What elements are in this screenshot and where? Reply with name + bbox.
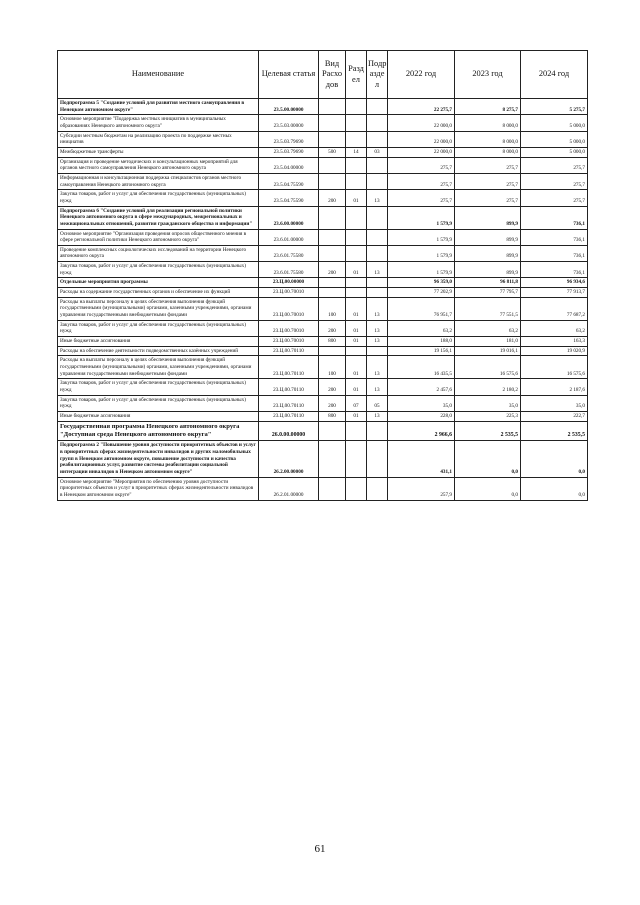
table-row [58,262,588,278]
row-subsection [367,441,388,477]
row-name: Основное мероприятие "Поддержка местных инициатив в муниципальных образованиях Ненецкого автономного округа" [58,115,259,131]
row-name: Расходы на содержание государственных органов и обеспечение их функций [58,288,259,298]
row-subsection [367,173,388,189]
row-subsection [367,206,388,229]
row-value-2023: 77 795,7 [455,288,521,298]
row-value-2022: 63,2 [388,320,455,336]
row-value-2024: 77 913,7 [521,288,588,298]
row-value-2022: 16 435,5 [388,356,455,379]
row-target-code: 23.Ц.00.70010 [259,337,319,347]
row-subsection [367,131,388,147]
row-expense-type: 200 [319,320,346,336]
row-expense-type [319,131,346,147]
row-name: Расходы на выплаты персоналу в целях обеспечения выполнения функций государственными (муниципальными) органами, казенными учреждениями, органами управления государственными внебюджетными фондами [58,297,259,320]
row-value-2023: 96 811,8 [455,278,521,288]
table-row [58,320,588,336]
row-target-code: 23.6.01.00000 [259,229,319,245]
row-name: Подпрограмма 5 "Создание условий для развития местного самоуправления в Ненецком автономном округе" [58,99,259,115]
row-subsection: 13 [367,190,388,206]
row-name: Иные бюджетные ассигнования [58,337,259,347]
row-name: Подпрограмма 2 "Повышение уровня доступности приоритетных объектов и услуг в приоритетных сферах жизнедеятельности инвалидов и других маломобильных групп в Ненецком автономном округе, повышение доступности и качества реабилитационных услуг, развитие системы реабилитации социальной интеграции инвалидов в Ненецком автономном округе" [58,441,259,477]
row-target-code: 23.Ц.00.70010 [259,288,319,298]
row-expense-type: 200 [319,190,346,206]
row-value-2022: 77 202,9 [388,288,455,298]
row-target-code: 26.2.01.00000 [259,477,319,500]
row-subsection: 13 [367,379,388,395]
row-target-code: 23.Ц.00.70010 [259,297,319,320]
row-expense-type [319,278,346,288]
row-value-2022: 188,0 [388,337,455,347]
row-target-code: 23.5.00.00000 [259,99,319,115]
row-value-2024: 163,3 [521,337,588,347]
row-value-2023: 0,0 [455,441,521,477]
row-expense-type: 200 [319,395,346,411]
row-value-2024: 96 934,6 [521,278,588,288]
header-section: Разд ел [346,51,367,99]
row-expense-type [319,477,346,500]
row-value-2022: 275,7 [388,157,455,173]
row-section [346,99,367,115]
row-target-code: 23.5.04.75590 [259,190,319,206]
row-name: Расходы на обеспечение деятельности подведомственных казённых учреждений [58,346,259,356]
row-name: Основное мероприятие "Организация проведения опросов общественного мнения в сфере региональной политики Ненецкого автономного округа" [58,229,259,245]
row-expense-type [319,173,346,189]
table-row [58,379,588,395]
row-value-2023: 899,9 [455,245,521,261]
table-row [58,346,588,356]
row-name: Закупка товаров, работ и услуг для обеспечения государственных (муниципальных) нужд [58,395,259,411]
table-row [58,288,588,298]
row-value-2022: 76 951,7 [388,297,455,320]
row-value-2022: 1 579,9 [388,206,455,229]
row-section: 01 [346,411,367,421]
row-value-2024: 736,1 [521,206,588,229]
row-expense-type: 100 [319,297,346,320]
table-row [58,395,588,411]
budget-table [57,50,588,501]
row-value-2024: 77 687,2 [521,297,588,320]
row-value-2022: 2 457,6 [388,379,455,395]
row-section: 01 [346,356,367,379]
row-target-code: 23.6.01.75580 [259,245,319,261]
row-expense-type [319,441,346,477]
header-expense-type: Вид Расхо дов [319,51,346,99]
row-value-2022: 1 579,9 [388,229,455,245]
row-subsection [367,477,388,500]
row-target-code: 23.5.03.79690 [259,131,319,147]
row-name: Субсидии местным бюджетам на реализацию проекта по поддержке местных инициатив [58,131,259,147]
row-expense-type [319,229,346,245]
row-value-2023: 899,9 [455,262,521,278]
row-target-code: 23.Ц.00.00000 [259,278,319,288]
row-value-2023: 8 000,0 [455,147,521,157]
table-row [58,477,588,500]
row-name: Расходы на выплаты персоналу в целях обеспечения выполнения функций государственными (муниципальными) органами, казенными учреждениями, органами управления государственными внебюджетными фондами [58,356,259,379]
row-section [346,288,367,298]
table-row [58,157,588,173]
row-value-2024: 736,1 [521,245,588,261]
row-value-2023: 275,7 [455,157,521,173]
row-name: Проведение комплексных социологических исследований на территории Ненецкого автономного округа [58,245,259,261]
row-target-code: 23.5.03.79690 [259,147,319,157]
row-value-2024: 16 575,6 [521,356,588,379]
row-value-2024: 35,0 [521,395,588,411]
table-row [58,245,588,261]
row-expense-type [319,245,346,261]
row-expense-type [319,421,346,441]
row-section [346,245,367,261]
table-row [58,337,588,347]
row-value-2024: 2 187,6 [521,379,588,395]
row-name: Отдельные мероприятия программы [58,278,259,288]
row-section [346,229,367,245]
row-value-2024: 5 000,0 [521,115,588,131]
header-target: Целевая статья [259,51,319,99]
row-value-2024: 0,0 [521,441,588,477]
row-target-code: 23.Ц.00.70110 [259,395,319,411]
row-value-2024: 19 020,9 [521,346,588,356]
row-target-code: 26.0.00.00000 [259,421,319,441]
table-row [58,421,588,441]
table-row [58,278,588,288]
row-value-2024: 275,7 [521,173,588,189]
row-value-2023: 899,9 [455,206,521,229]
row-section [346,477,367,500]
row-section [346,278,367,288]
row-value-2024: 63,2 [521,320,588,336]
row-section: 01 [346,190,367,206]
row-section: 01 [346,320,367,336]
row-subsection: 13 [367,356,388,379]
row-target-code: 23.5.04.00000 [259,157,319,173]
row-expense-type: 200 [319,262,346,278]
row-section [346,115,367,131]
row-value-2023: 2 535,5 [455,421,521,441]
header-2023: 2023 год [455,51,521,99]
table-row [58,297,588,320]
row-value-2023: 181,0 [455,337,521,347]
row-value-2024: 275,7 [521,190,588,206]
table-row [58,190,588,206]
row-subsection: 03 [367,147,388,157]
row-subsection: 13 [367,411,388,421]
row-value-2024: 736,1 [521,262,588,278]
row-name: Межбюджетные трансферты [58,147,259,157]
row-value-2022: 22 275,7 [388,99,455,115]
row-value-2023: 8 000,0 [455,131,521,147]
row-target-code: 23.5.03.00000 [259,115,319,131]
row-expense-type: 800 [319,411,346,421]
row-subsection [367,346,388,356]
table-row [58,229,588,245]
row-subsection [367,229,388,245]
row-name: Закупка товаров, работ и услуг для обеспечения государственных (муниципальных) нужд [58,190,259,206]
row-name: Закупка товаров, работ и услуг для обеспечения государственных (муниципальных) нужд [58,320,259,336]
row-value-2024: 222,7 [521,411,588,421]
table-row [58,131,588,147]
row-value-2022: 22 000,0 [388,147,455,157]
row-target-code: 23.6.01.75580 [259,262,319,278]
row-name: Закупка товаров, работ и услуг для обеспечения государственных (муниципальных) нужд [58,262,259,278]
row-value-2023: 8 275,7 [455,99,521,115]
row-section: 01 [346,262,367,278]
row-expense-type [319,346,346,356]
row-expense-type [319,157,346,173]
row-value-2022: 257,9 [388,477,455,500]
row-subsection [367,99,388,115]
row-section [346,173,367,189]
row-subsection [367,245,388,261]
row-expense-type [319,206,346,229]
row-section: 14 [346,147,367,157]
row-value-2022: 96 359,0 [388,278,455,288]
row-value-2023: 8 000,0 [455,115,521,131]
row-subsection [367,288,388,298]
row-section: 01 [346,297,367,320]
row-section [346,131,367,147]
row-value-2022: 35,0 [388,395,455,411]
row-subsection: 13 [367,297,388,320]
row-value-2023: 35,0 [455,395,521,411]
row-value-2024: 275,7 [521,157,588,173]
row-value-2024: 0,0 [521,477,588,500]
row-name: Иные бюджетные ассигнования [58,411,259,421]
table-row [58,206,588,229]
table-header-row [58,51,588,99]
table-row [58,356,588,379]
row-value-2023: 16 575,6 [455,356,521,379]
row-subsection: 13 [367,262,388,278]
row-value-2022: 22 000,0 [388,115,455,131]
row-subsection: 13 [367,337,388,347]
row-value-2022: 1 579,9 [388,245,455,261]
row-value-2023: 225,3 [455,411,521,421]
row-value-2023: 275,7 [455,173,521,189]
row-value-2024: 5 000,0 [521,147,588,157]
row-name: Организация и проведение методических и консультационных мероприятий для органов местного самоуправления Ненецкого автономного округа [58,157,259,173]
row-name: Закупка товаров, работ и услуг для обеспечения государственных (муниципальных) нужд [58,379,259,395]
row-expense-type [319,288,346,298]
row-value-2022: 275,7 [388,190,455,206]
row-value-2023: 0,0 [455,477,521,500]
row-name: Основное мероприятие "Мероприятия по обеспечению уровня доступности приоритетных объектов и услуг в приоритетных сферах жизнедеятельности инвалидов в Ненецком автономном округе" [58,477,259,500]
page-number: 61 [314,843,326,855]
row-value-2022: 1 579,9 [388,262,455,278]
row-expense-type [319,99,346,115]
row-target-code: 23.6.00.00000 [259,206,319,229]
row-target-code: 23.5.04.75590 [259,173,319,189]
row-expense-type: 500 [319,147,346,157]
row-name: Подпрограмма 6 "Создание условий для реализации региональной политики Ненецкого автономного округа в сфере международных, межрегиональных и межнациональных отношений, развития гражданского общества и информации" [58,206,259,229]
header-2022: 2022 год [388,51,455,99]
row-section: 01 [346,379,367,395]
row-value-2022: 275,7 [388,173,455,189]
row-value-2023: 77 551,5 [455,297,521,320]
row-section [346,421,367,441]
row-expense-type: 800 [319,337,346,347]
row-target-code: 23.Ц.00.70110 [259,356,319,379]
row-target-code: 23.Ц.00.70010 [259,320,319,336]
row-section [346,441,367,477]
row-value-2022: 431,1 [388,441,455,477]
header-name: Наименование [58,51,259,99]
table-row [58,411,588,421]
header-subsection: Подр азде л [367,51,388,99]
row-value-2023: 899,9 [455,229,521,245]
table-row [58,173,588,189]
row-value-2022: 228,0 [388,411,455,421]
row-value-2024: 5 000,0 [521,131,588,147]
row-value-2022: 22 000,0 [388,131,455,147]
budget-table-sheet [57,50,587,501]
table-row [58,441,588,477]
row-value-2023: 19 016,1 [455,346,521,356]
row-target-code: 23.Ц.00.70110 [259,346,319,356]
row-value-2024: 2 535,5 [521,421,588,441]
row-value-2022: 19 156,1 [388,346,455,356]
row-target-code: 26.2.00.00000 [259,441,319,477]
row-section [346,206,367,229]
row-value-2024: 736,1 [521,229,588,245]
table-row [58,115,588,131]
table-body [58,99,588,501]
row-expense-type [319,115,346,131]
row-subsection: 05 [367,395,388,411]
row-value-2022: 2 966,6 [388,421,455,441]
row-expense-type: 200 [319,379,346,395]
row-value-2023: 2 180,2 [455,379,521,395]
row-subsection [367,115,388,131]
row-expense-type: 100 [319,356,346,379]
table-row [58,99,588,115]
row-value-2023: 63,2 [455,320,521,336]
row-section: 01 [346,337,367,347]
row-target-code: 23.Ц.00.70110 [259,379,319,395]
row-value-2024: 5 275,7 [521,99,588,115]
row-section: 07 [346,395,367,411]
row-section [346,157,367,173]
row-value-2023: 275,7 [455,190,521,206]
row-subsection [367,421,388,441]
row-subsection [367,278,388,288]
row-name: Государственная программа Ненецкого автономного округа "Доступная среда Ненецкого автономного округа" [58,421,259,441]
row-name: Информационная и консультационная поддержка специалистов органов местного самоуправления Ненецкого автономного округа [58,173,259,189]
row-subsection: 13 [367,320,388,336]
row-target-code: 23.Ц.00.70110 [259,411,319,421]
row-section [346,346,367,356]
header-2024: 2024 год [521,51,588,99]
row-subsection [367,157,388,173]
table-row [58,147,588,157]
